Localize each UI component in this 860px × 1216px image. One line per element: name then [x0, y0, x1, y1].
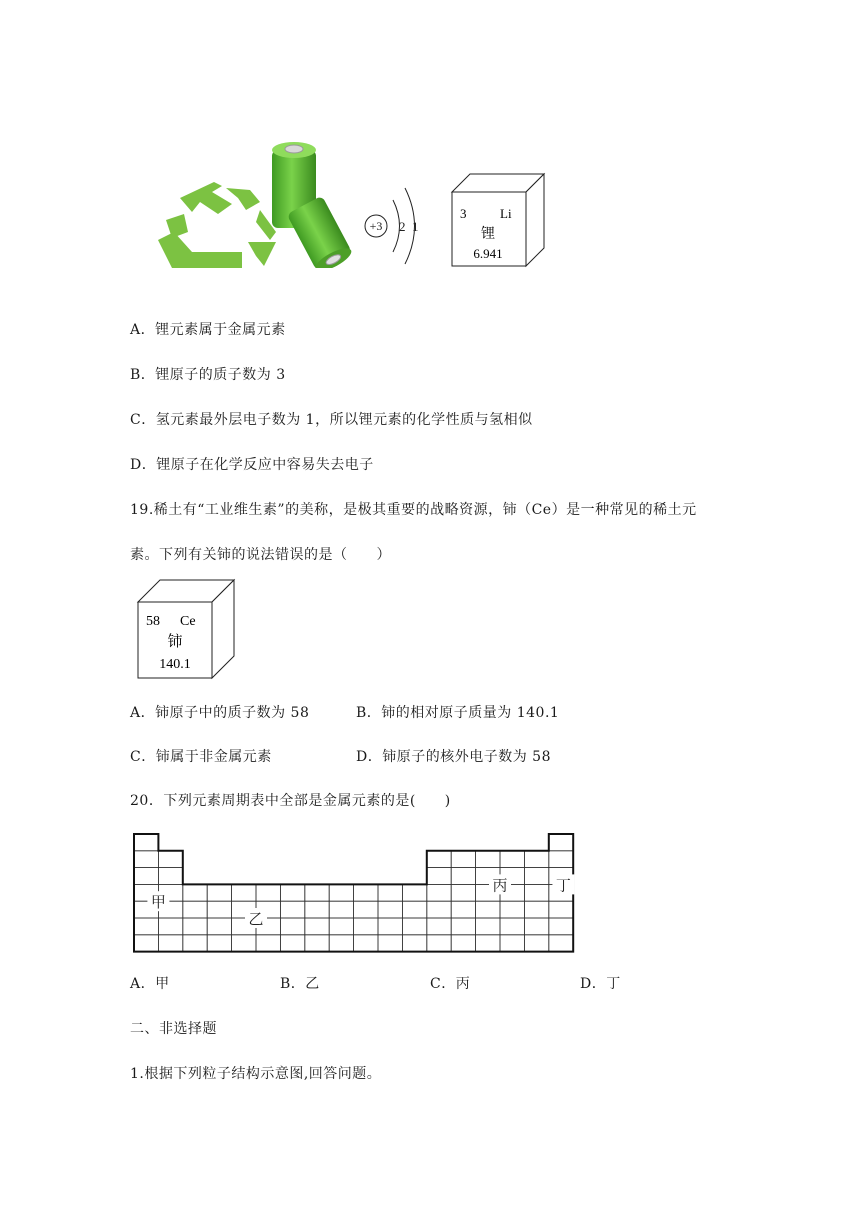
q19-stem-line2: 素。下列有关铈的说法错误的是（ ） — [130, 547, 391, 563]
atomic-number: 3 — [460, 206, 467, 221]
periodic-table-outline — [130, 828, 586, 954]
q20-option-b: B．乙 — [280, 976, 320, 992]
atomic-number: 58 — [146, 614, 160, 629]
label-ding: 丁 — [555, 878, 571, 895]
q18-option-c: C．氢元素最外层电子数为 1，所以锂元素的化学性质与氢相似 — [130, 412, 533, 428]
atomic-mass: 140.1 — [159, 657, 191, 672]
element-card-li — [448, 172, 548, 268]
q18-option-a: A．锂元素属于金属元素 — [130, 322, 286, 338]
atomic-mass: 6.941 — [473, 246, 503, 261]
label-jia: 甲 — [150, 895, 166, 912]
q18-option-b: B．锂原子的质子数为 3 — [130, 367, 286, 383]
atom-structure-diagram — [360, 178, 430, 274]
q18-option-d: D．锂原子在化学反应中容易失去电子 — [130, 457, 374, 473]
q19-option-b: B．铈的相对原子质量为 140.1 — [356, 705, 560, 721]
element-name: 铈 — [167, 634, 183, 650]
recycle-icon — [152, 180, 282, 272]
q19-option-d: D．铈原子的核外电子数为 58 — [356, 749, 551, 765]
section2-q1: 1.根据下列粒子结构示意图,回答问题。 — [130, 1066, 382, 1082]
q20-option-a: A．甲 — [130, 976, 170, 992]
label-yi: 乙 — [248, 912, 264, 928]
q19-option-c: C．铈属于非金属元素 — [130, 749, 272, 765]
label-bing: 丙 — [492, 878, 508, 895]
q19-stem-line1: 19.稀土有“工业维生素”的美称，是极其重要的战略资源，铈（Ce）是一种常见的稀土元 — [130, 502, 697, 518]
element-symbol: Li — [500, 206, 512, 221]
shell-2-electrons: 1 — [412, 219, 419, 234]
shell-1-electrons: 2 — [399, 219, 406, 234]
q20-stem: 20．下列元素周期表中全部是金属元素的是( ) — [130, 793, 451, 809]
element-name: 锂 — [481, 227, 495, 242]
element-symbol: Ce — [180, 614, 196, 629]
q20-option-c: C．丙 — [430, 976, 471, 992]
nucleus-charge: +3 — [369, 219, 383, 233]
element-card-ce — [136, 578, 238, 680]
section-title: 二、非选择题 — [130, 1021, 217, 1037]
q19-option-a: A．铈原子中的质子数为 58 — [130, 705, 310, 721]
q20-option-d: D．丁 — [580, 976, 621, 992]
battery-icon — [264, 138, 356, 268]
